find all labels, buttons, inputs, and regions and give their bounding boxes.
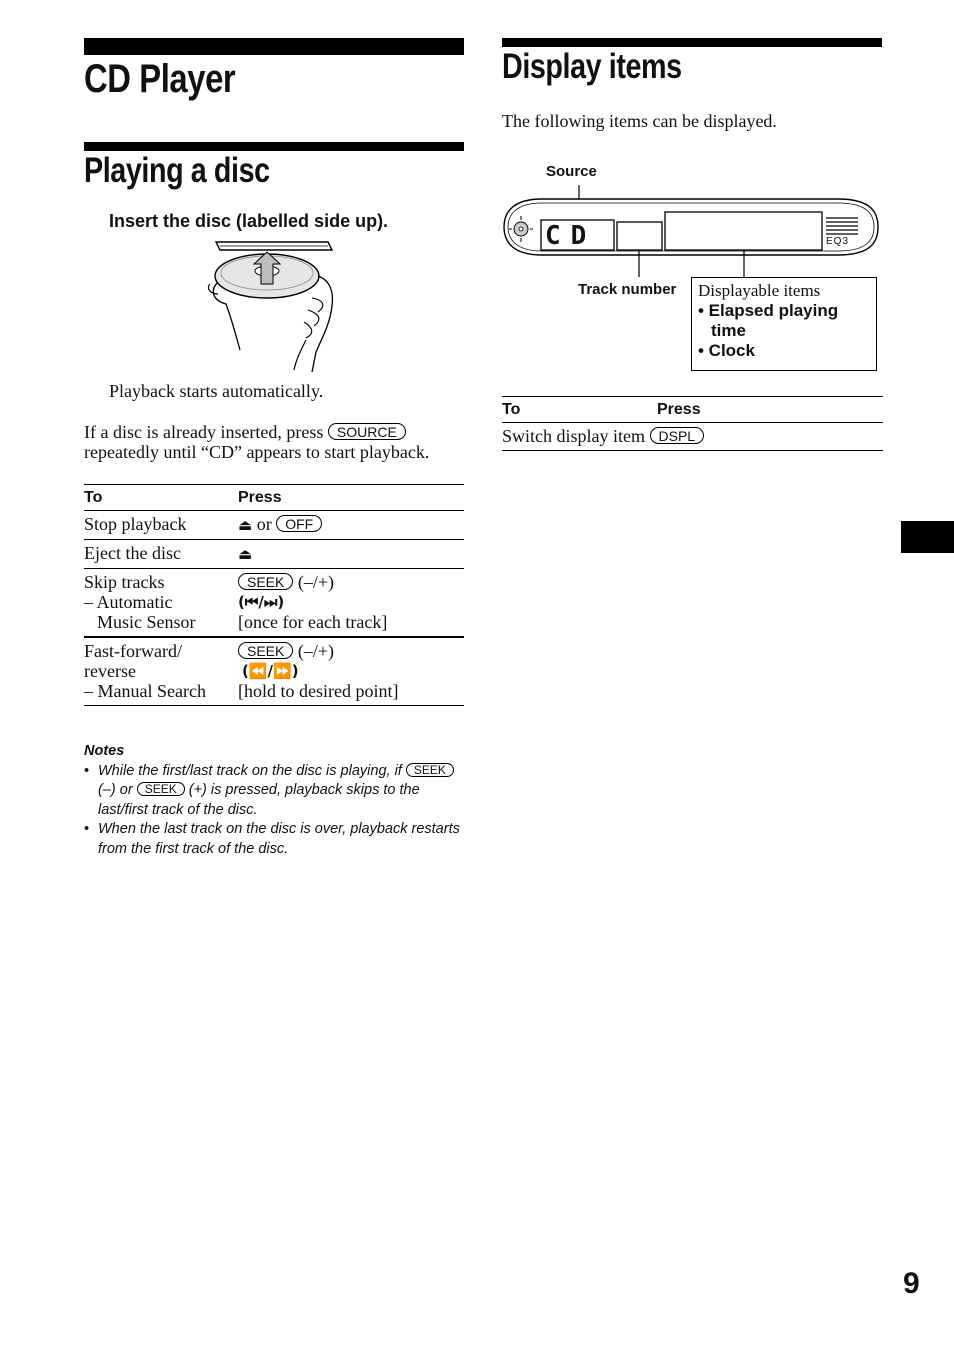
lcd-eq-text: EQ3: [826, 236, 850, 247]
eject-icon: ⏏: [238, 516, 253, 534]
label-source: Source: [546, 163, 597, 180]
row-to-line: reverse: [84, 661, 136, 681]
row-switch-display: [502, 423, 883, 451]
note-item: [84, 762, 469, 821]
note-text: (–) or: [98, 782, 133, 798]
subsection-title: Playing a disc: [84, 151, 270, 190]
off-key: OFF: [276, 515, 322, 532]
or-text: or: [256, 514, 272, 534]
seek-key: SEEK: [238, 573, 293, 590]
header-press: Press: [238, 489, 282, 506]
skip-note: [once for each track]: [238, 612, 388, 632]
note-text: (+) is pressed, playback skips to the last/first track of the disc.: [98, 782, 420, 818]
prev-next-track-icon: (⏮/⏭): [238, 593, 285, 611]
callout-item: • Elapsed playing time: [698, 301, 839, 340]
rewind-forward-icon: (⏪/⏩): [242, 662, 299, 680]
seek-key: SEEK: [137, 782, 185, 796]
seek-suffix: (–/+): [297, 641, 334, 661]
row-press-ff: [238, 637, 464, 706]
row-to-skip: [84, 569, 238, 638]
note-text: While the first/last track on the disc is playing, if: [98, 762, 402, 779]
row-press-stop: [238, 511, 464, 540]
displayable-items-callout: [691, 277, 877, 371]
already-inserted-paragraph: [84, 422, 469, 462]
row-to-line: Music Sensor: [97, 612, 196, 632]
step-instruction: Insert the disc (labelled side up).: [109, 211, 389, 231]
label-track-number: Track number: [578, 281, 677, 298]
table-row: [84, 569, 464, 638]
already-inserted-text-before: If a disc is already inserted, press: [84, 422, 324, 442]
table-row: [84, 540, 464, 569]
header-to: To: [84, 489, 103, 506]
header-press: Press: [657, 401, 701, 418]
row-to-ff: [84, 637, 238, 706]
chapter-thumb-tab: [901, 521, 954, 553]
display-items-title: Display items: [502, 47, 682, 86]
ff-note: [hold to desired point]: [238, 681, 399, 701]
table-row: [84, 637, 464, 706]
notes-block: [84, 742, 469, 859]
already-inserted-text-after: repeatedly until “CD” appears to start playback.: [84, 442, 430, 462]
table-header-row: [84, 485, 464, 511]
row-to-line: Skip tracks: [84, 572, 165, 592]
seek-key: SEEK: [238, 642, 293, 659]
row-press-eject: [238, 540, 464, 569]
source-key: SOURCE: [328, 423, 406, 440]
seek-suffix: (–/+): [297, 572, 334, 592]
page-number: 9: [903, 1267, 920, 1300]
section-top-rule: [84, 38, 464, 55]
row-to-line: – Automatic: [84, 592, 173, 612]
header-to: To: [502, 401, 521, 418]
display-items-intro: The following items can be displayed.: [502, 111, 777, 131]
seek-key: SEEK: [406, 763, 454, 777]
notes-heading: Notes: [84, 743, 125, 759]
disc-insert-illustration: [200, 240, 350, 375]
note-item: • When the last track on the disc is over, playback restarts from the first track of the disc.: [84, 820, 469, 859]
display-table: [502, 396, 883, 451]
callout-title: Displayable items: [698, 281, 821, 300]
table-row: [84, 511, 464, 540]
table-header-row: [502, 397, 883, 423]
row-press-skip: [238, 569, 464, 638]
table-row: [502, 423, 883, 451]
dspl-key: DSPL: [650, 427, 705, 444]
row-to-line: Fast-forward/: [84, 641, 182, 661]
playback-controls-table: [84, 484, 464, 706]
callout-item: • Clock: [698, 341, 755, 360]
section-title: CD Player: [84, 57, 236, 101]
row-to-eject: Eject the disc: [84, 543, 181, 563]
lcd-source-text: CD: [545, 221, 597, 251]
row-to-stop: Stop playback: [84, 514, 187, 534]
playback-note: Playback starts automatically.: [109, 381, 324, 401]
row-to-line: – Manual Search: [84, 681, 206, 701]
row-to-switch: Switch display item: [502, 426, 645, 446]
eject-icon: ⏏: [238, 545, 253, 563]
